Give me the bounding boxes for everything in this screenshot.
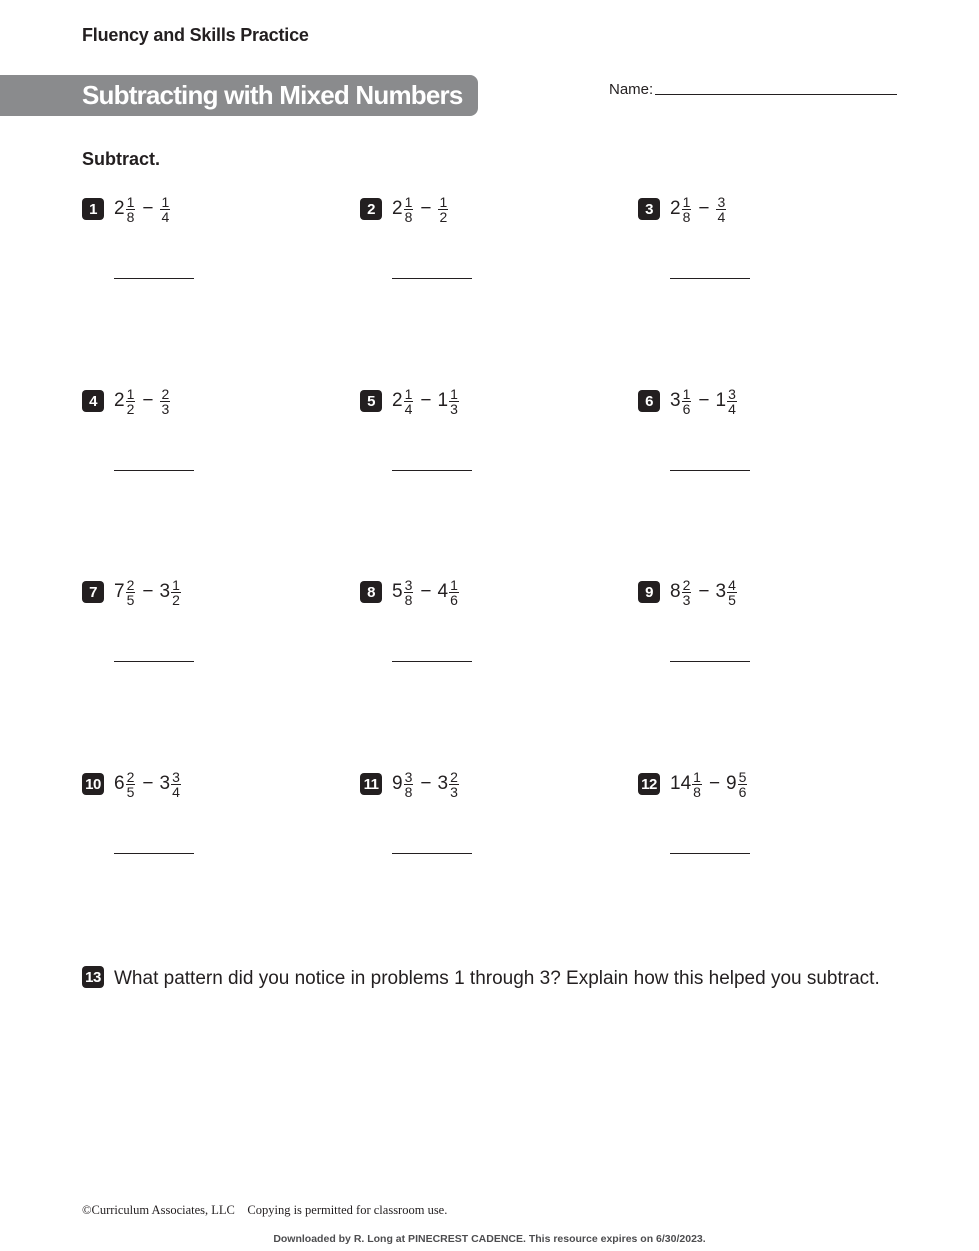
minuend-whole: 8 — [670, 581, 681, 602]
denominator: 4 — [172, 783, 180, 800]
numerator: 2 — [161, 385, 170, 402]
fraction — [682, 387, 692, 416]
minus-operator: − — [698, 198, 710, 219]
problem-12 — [638, 768, 878, 873]
fraction — [449, 387, 459, 416]
fraction — [716, 195, 726, 224]
numerator: 2 — [126, 768, 135, 785]
denominator: 6 — [738, 783, 747, 800]
denominator: 6 — [682, 400, 691, 417]
problem-number-badge: 6 — [638, 390, 660, 412]
numerator: 1 — [172, 576, 180, 593]
problem-number-badge: 7 — [82, 581, 104, 603]
problem-expression — [114, 189, 171, 229]
denominator: 8 — [404, 591, 413, 608]
fraction — [438, 195, 448, 224]
denominator: 3 — [450, 783, 458, 800]
minus-operator: − — [142, 773, 154, 794]
denominator: 8 — [126, 208, 135, 225]
problem-3 — [638, 193, 878, 298]
numerator: 1 — [450, 385, 458, 402]
denominator: 4 — [717, 208, 726, 225]
denominator: 3 — [161, 400, 170, 417]
download-notice: Downloaded by R. Long at PINECREST CADENCE. This resource expires on 6/30/2023. — [273, 1233, 706, 1245]
denominator: 5 — [728, 591, 736, 608]
subtrahend-whole: 3 — [437, 773, 449, 794]
denominator: 3 — [450, 400, 458, 417]
problem-number-badge: 8 — [360, 581, 382, 603]
problem-11 — [360, 768, 600, 873]
problem-number-badge: 11 — [360, 773, 382, 795]
fraction — [160, 195, 170, 224]
problem-8 — [360, 576, 600, 681]
fraction — [692, 770, 702, 799]
numerator: 1 — [450, 576, 458, 593]
problem-expression — [670, 189, 727, 229]
denominator: 2 — [439, 208, 448, 225]
numerator: 1 — [682, 385, 691, 402]
numerator: 4 — [728, 576, 736, 593]
problem-expression — [392, 764, 460, 804]
minus-operator: − — [708, 773, 721, 794]
numerator: 1 — [404, 193, 413, 210]
minuend-whole: 2 — [670, 198, 681, 219]
fraction — [404, 195, 414, 224]
minuend-whole: 14 — [670, 773, 692, 794]
numerator: 5 — [738, 768, 747, 785]
subtrahend-whole: 1 — [437, 390, 449, 411]
problem-1 — [82, 193, 322, 298]
copyright-notice: ©Curriculum Associates, LLC Copying is permitted for classroom use. — [82, 1203, 448, 1217]
problem-expression — [670, 572, 738, 612]
numerator: 1 — [126, 193, 135, 210]
numerator: 3 — [172, 768, 180, 785]
question-13-badge: 13 — [82, 966, 104, 988]
numerator: 3 — [717, 193, 726, 210]
problem-number-badge: 10 — [82, 773, 104, 795]
numerator: 1 — [161, 193, 170, 210]
denominator: 8 — [682, 208, 691, 225]
denominator: 8 — [404, 208, 413, 225]
problem-expression — [114, 572, 182, 612]
minus-operator: − — [142, 198, 154, 219]
numerator: 2 — [450, 768, 458, 785]
answer-line[interactable] — [670, 470, 750, 471]
answer-line[interactable] — [392, 853, 472, 854]
fraction — [738, 770, 748, 799]
name-write-line — [655, 94, 897, 95]
minuend-whole: 2 — [392, 390, 403, 411]
denominator: 2 — [126, 400, 135, 417]
fraction — [682, 195, 692, 224]
question-13-text: What pattern did you notice in problems 1 through 3? Explain how this helped you subtract. — [114, 968, 880, 989]
problem-number-badge: 3 — [638, 198, 660, 220]
problem-expression — [114, 764, 182, 804]
fraction — [449, 770, 459, 799]
denominator: 2 — [172, 591, 180, 608]
problem-expression — [670, 764, 748, 804]
minuend-whole: 5 — [392, 581, 403, 602]
problem-2 — [360, 193, 600, 298]
problem-number-badge: 12 — [638, 773, 660, 795]
minus-operator: − — [420, 390, 432, 411]
minuend-whole: 6 — [114, 773, 125, 794]
problem-number-badge: 1 — [82, 198, 104, 220]
minus-operator: − — [420, 198, 432, 219]
numerator: 3 — [728, 385, 736, 402]
answer-line[interactable] — [670, 661, 750, 662]
minuend-whole: 2 — [114, 390, 125, 411]
problem-expression — [670, 381, 738, 421]
subtrahend-whole: 9 — [726, 773, 737, 794]
numerator: 1 — [693, 768, 701, 785]
problem-expression — [392, 572, 460, 612]
minus-operator: − — [142, 581, 154, 602]
subtrahend-whole: 4 — [437, 581, 449, 602]
problem-expression — [392, 381, 460, 421]
numerator: 3 — [404, 576, 413, 593]
fraction — [727, 387, 737, 416]
fraction — [404, 770, 414, 799]
worksheet-category: Fluency and Skills Practice — [82, 25, 309, 45]
minus-operator: − — [420, 581, 432, 602]
problem-5 — [360, 385, 600, 490]
numerator: 1 — [439, 193, 448, 210]
denominator: 3 — [682, 591, 691, 608]
denominator: 4 — [161, 208, 170, 225]
numerator: 2 — [126, 576, 135, 593]
fraction — [160, 387, 170, 416]
denominator: 5 — [126, 591, 135, 608]
problem-number-badge: 5 — [360, 390, 382, 412]
fraction — [126, 578, 136, 607]
page-title: Subtracting with Mixed Numbers — [82, 80, 463, 110]
minus-operator: − — [698, 581, 710, 602]
denominator: 8 — [693, 783, 701, 800]
problem-expression — [392, 189, 449, 229]
denominator: 4 — [728, 400, 736, 417]
minus-operator: − — [142, 390, 154, 411]
subtrahend-whole: 3 — [159, 581, 171, 602]
title-banner — [0, 75, 478, 116]
problem-number-badge: 9 — [638, 581, 660, 603]
answer-line[interactable] — [670, 853, 750, 854]
minuend-whole: 9 — [392, 773, 403, 794]
denominator: 4 — [404, 400, 413, 417]
fraction — [126, 387, 136, 416]
minus-operator: − — [420, 773, 432, 794]
problem-7 — [82, 576, 322, 681]
problem-number-badge: 2 — [360, 198, 382, 220]
denominator: 5 — [126, 783, 135, 800]
fraction — [126, 770, 136, 799]
problem-expression — [114, 381, 171, 421]
fraction — [404, 387, 414, 416]
answer-line[interactable] — [392, 470, 472, 471]
denominator: 8 — [404, 783, 413, 800]
minus-operator: − — [698, 390, 710, 411]
numerator: 3 — [404, 768, 413, 785]
problem-4 — [82, 385, 322, 490]
fraction — [126, 195, 136, 224]
name-label: Name: — [609, 81, 654, 98]
subtrahend-whole: 3 — [159, 773, 171, 794]
minuend-whole: 2 — [392, 198, 403, 219]
fraction — [404, 578, 414, 607]
answer-line[interactable] — [392, 661, 472, 662]
minuend-whole: 2 — [114, 198, 125, 219]
instruction-text: Subtract. — [82, 149, 161, 169]
answer-line[interactable] — [670, 278, 750, 279]
answer-line[interactable] — [114, 470, 194, 471]
numerator: 1 — [404, 385, 413, 402]
numerator: 1 — [682, 193, 691, 210]
fraction — [682, 578, 692, 607]
answer-line[interactable] — [114, 853, 194, 854]
fraction — [171, 578, 181, 607]
minuend-whole: 3 — [670, 390, 681, 411]
problem-10 — [82, 768, 322, 873]
fraction — [449, 578, 459, 607]
numerator: 2 — [682, 576, 691, 593]
subtrahend-whole: 3 — [715, 581, 727, 602]
minuend-whole: 7 — [114, 581, 125, 602]
numerator: 1 — [126, 385, 135, 402]
problem-number-badge: 4 — [82, 390, 104, 412]
denominator: 6 — [450, 591, 458, 608]
fraction — [727, 578, 737, 607]
answer-line[interactable] — [114, 278, 194, 279]
answer-line[interactable] — [114, 661, 194, 662]
problem-6 — [638, 385, 878, 490]
fraction — [171, 770, 181, 799]
subtrahend-whole: 1 — [715, 390, 727, 411]
problem-9 — [638, 576, 878, 681]
answer-line[interactable] — [392, 278, 472, 279]
